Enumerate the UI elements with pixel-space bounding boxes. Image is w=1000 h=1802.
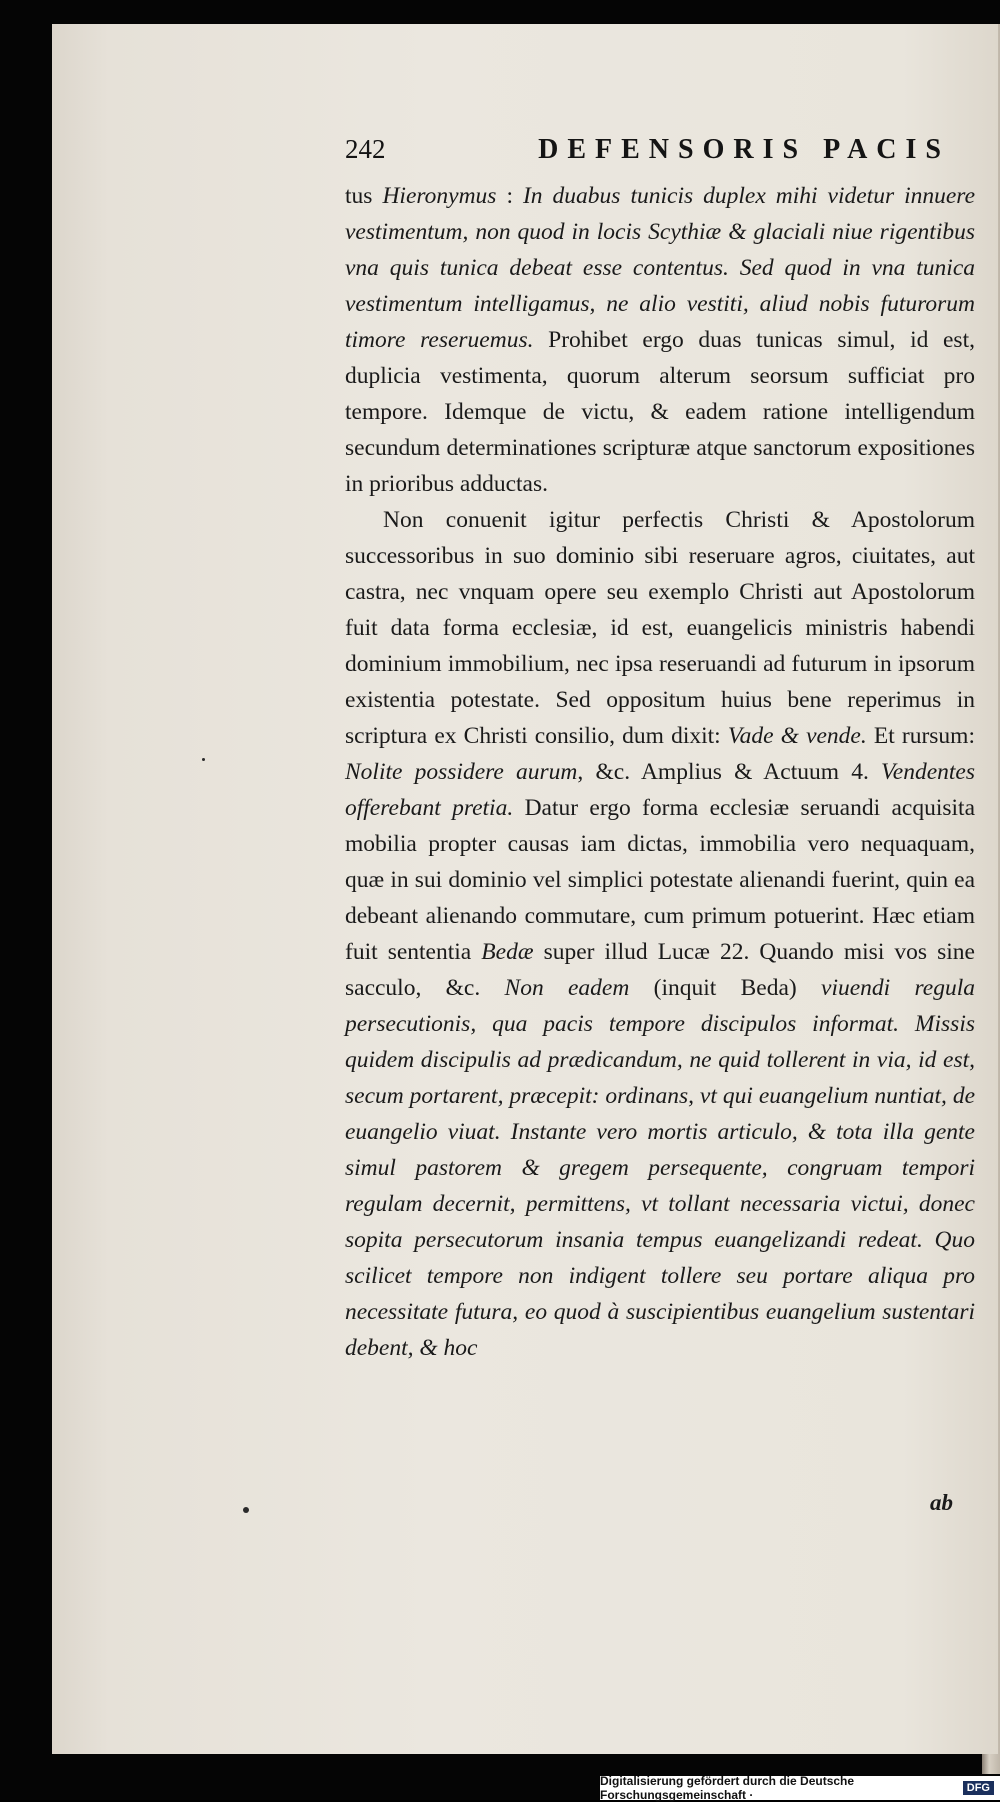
paragraph-2 [345, 502, 975, 1366]
text-segment: : [496, 183, 523, 209]
text-segment: Et rursum: [866, 723, 975, 749]
italic-quotation: In duabus tunicis duplex mihi videtur innuere vestimentum, non quod in locis Scythiæ & glaciali niue rigentibus vna quis tunica debeat esse contentus. Sed quod in vna tunica vestimentum intelligamus, ne alio vestiti, aliud nobis futurorum timore reseruemus. [345, 183, 976, 353]
text-segment: tus [345, 183, 383, 209]
ink-spot [202, 758, 205, 761]
italic-segment: Vade & vende. [727, 723, 867, 749]
text-segment: Non conuenit igitur perfectis Christi & Apostolorum successoribus in suo dominio sibi reseruare agros, ciuitates, aut castra, nec vnquam opere seu exemplo Christi aut Apostolorum fuit data forma ecclesiæ, id est, euangelicis ministris habendi dominium immobilium, nec ipsa reseruandi ad futurum in ipsorum existentia potestate. Sed oppositum huius bene reperimus in scriptura ex Christi consilio, dum dixit: [345, 507, 975, 749]
catchword: ab [930, 1490, 953, 1515]
ink-spot [243, 1507, 249, 1513]
footer-credit: Digitalisierung gefördert durch die Deutsche Forschungsgemeinschaft · [600, 1774, 855, 1802]
italic-quotation: viuendi regula persecutionis, qua pacis tempore discipulos informat. Missis quidem discipulis ad prædicandum, ne quid tollerent in via, id est, secum portarent, præcepit: ordinans, vt qui euangelium nuntiat, de euangelio viuat. Instante vero mortis articulo, & tota illa gente simul pastorem & gregem persequente, congruam tempori regulam decernit, permittens, vt tollant necessaria victui, donec sopita persecutorum insania tempus euangelizandi redeat. Quo scilicet tempore non indigent tollere seu portare aliqua pro necessitate futura, eo quod à suscipientibus euangelium sustentari debent, & hoc [345, 975, 975, 1361]
running-head: DEFENSORIS PACIS [538, 134, 950, 165]
body-text [345, 178, 975, 1366]
italic-segment: Vendentes offerebant pretia. [345, 759, 975, 821]
text-segment: , &c. Amplius & Actuum 4. [577, 759, 882, 785]
text-segment: super illud Lucæ 22. Quando misi vos sine sacculo, &c. [345, 939, 975, 1001]
italic-segment: Non eadem [504, 975, 630, 1001]
text-segment: Prohibet ergo duas tunicas simul, id est, duplicia vestimenta, quorum alterum seorsum sufficiat pro tempore. Idemque de victu, & eadem ratione intelligendum secundum determinationes scripturæ atque sanctorum expositiones in prioribus adductas. [345, 327, 975, 497]
dfg-logo: DFG [963, 1781, 994, 1795]
page-number: 242 [345, 134, 386, 164]
text-segment: Datur ergo forma ecclesiæ seruandi acquisita mobilia propter causas iam dictas, immobilia vero nequaquam, quæ in sui dominio vel simplici potestate alienandi fuerint, quin ea debeant alienando commutare, cum primum potuerint. Hæc etiam fuit sententia [345, 795, 976, 965]
footer-bar [600, 1776, 1000, 1800]
page-header [345, 134, 950, 174]
paragraph-1 [345, 178, 975, 502]
italic-segment: Hieronymus [382, 183, 497, 209]
italic-segment: Bedæ [481, 939, 534, 965]
italic-segment: Nolite possidere aurum [345, 759, 578, 785]
text-segment: (inquit Beda) [629, 975, 822, 1001]
